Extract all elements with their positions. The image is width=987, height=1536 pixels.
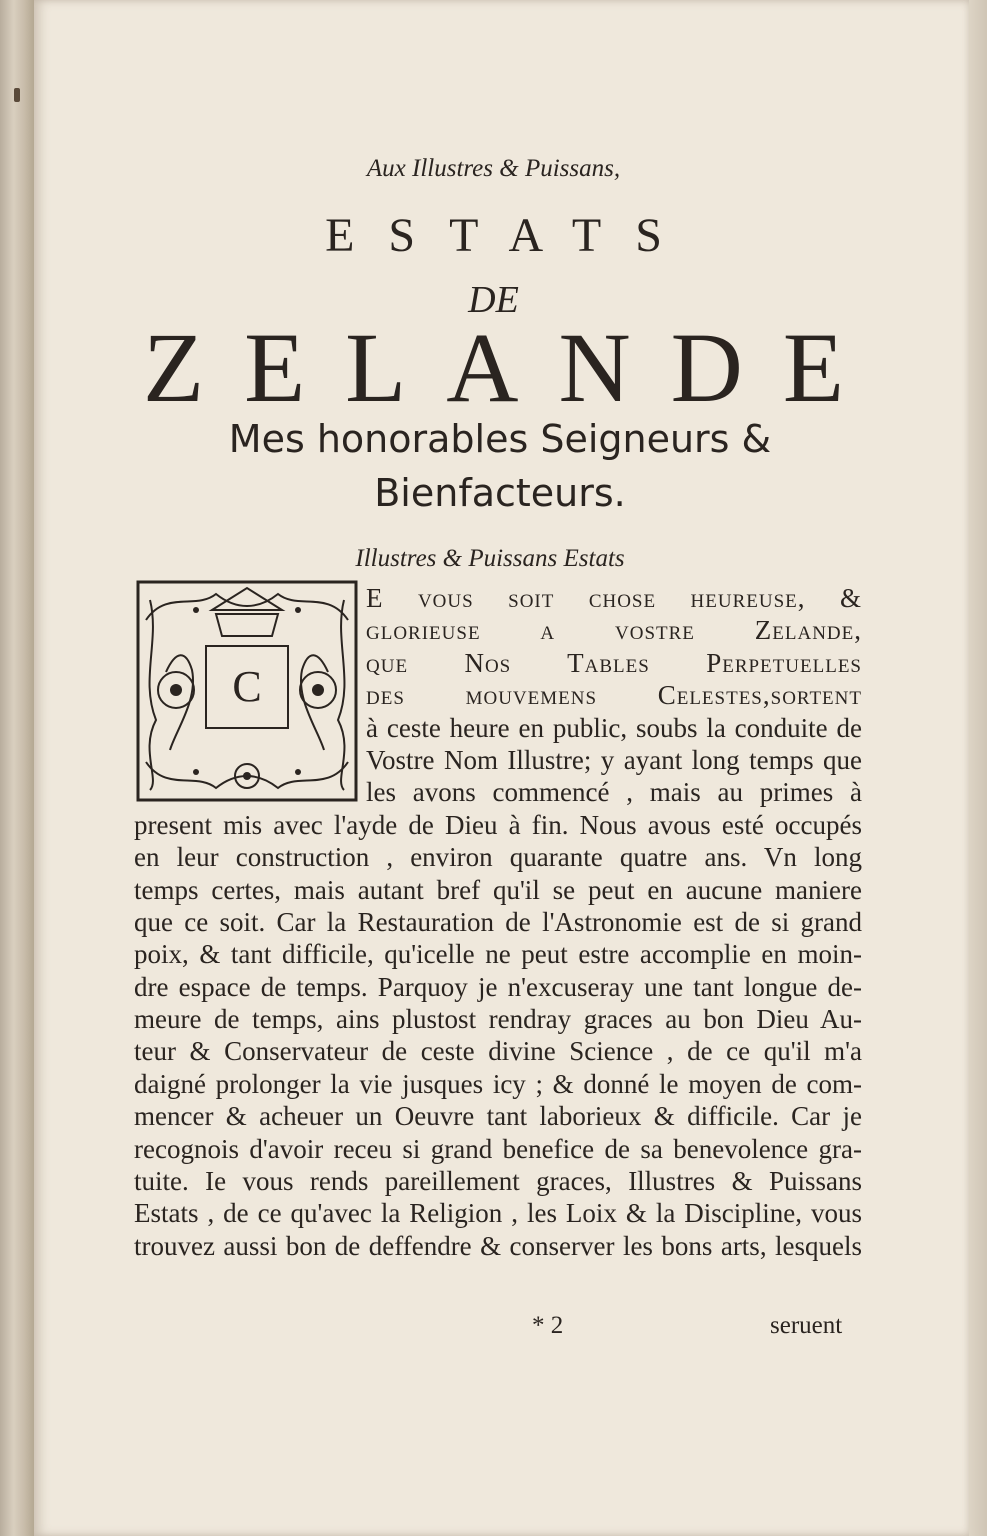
signature-mark: * 2 [532,1312,564,1339]
title-estats: ESTATS [325,209,696,262]
subtitle [200,412,800,520]
body-line: Vostre Nom Illustre; y ayant long temps que [366,744,862,775]
body-line: en leur construction , environ quarante quatre ans. Vn long [134,842,862,873]
binding-thread [14,88,20,102]
subtitle-line: Bienfacteurs. [374,471,626,515]
body-line: dre espace de temps. Parquoy je n'excuseray une tant longue de- [134,971,862,1002]
title-zelande: ZELANDE [143,312,884,423]
body-line: des mouvemens Celestes,sortent [366,680,862,711]
body-line: les avons commencé , mais au primes à [366,777,862,808]
body-line: E vous soit chose heureuse, & [366,583,862,613]
body-line: daigné prolonger la vie jusques icy ; & donné le moyen de com- [134,1068,862,1099]
body-line: poix, & tant difficile, qu'icelle ne peut estre accomplie en moin- [134,939,862,970]
body-line: que ce soit. Car la Restauration de l'Astronomie est de si grand [134,906,862,937]
decorated-initial [136,580,358,802]
running-head: Aux Illustres & Puissans, [366,155,621,182]
body-line: temps certes, mais autant bref qu'il se peut en aucune maniere [134,874,862,905]
page-footer [0,1312,987,1348]
body-line: que Nos Tables Perpetuelles [366,647,862,678]
body-line: tuite. Ie vous rends pareillement graces, Illustres & Puissans [134,1166,862,1197]
initial-letter: C [232,662,262,711]
body-line: trouvez aussi bon de deffendre & conserver les bons arts, lesquels [134,1230,862,1261]
body-line: Estats , de ce qu'avec la Religion , les Loix & la Discipline, vous [134,1198,862,1229]
title-de: DE [468,279,519,321]
subtitle-line: Mes honorables Seigneurs & [228,417,772,461]
catchword: seruent [770,1312,843,1339]
body-line: glorieuse a vostre Zelande, [366,615,862,646]
body-line: mencer & acheuer un Oeuvre tant laborieux & difficile. Car je [134,1101,862,1132]
body-line: teur & Conservateur de ceste divine Science , de ce qu'il m'a [134,1036,862,1067]
body-line: meure de temps, ains plustost rendray graces au bon Dieu Au- [134,1004,862,1035]
salutation: Illustres & Puissans Estats [355,545,625,572]
body-line: à ceste heure en public, soubs la conduite de [366,712,862,743]
body-line: present mis avec l'ayde de Dieu à fin. Nous avous esté occupés [134,809,862,840]
body-line: recognois d'avoir receu si grand benefice de sa benevolence gra- [134,1133,862,1164]
